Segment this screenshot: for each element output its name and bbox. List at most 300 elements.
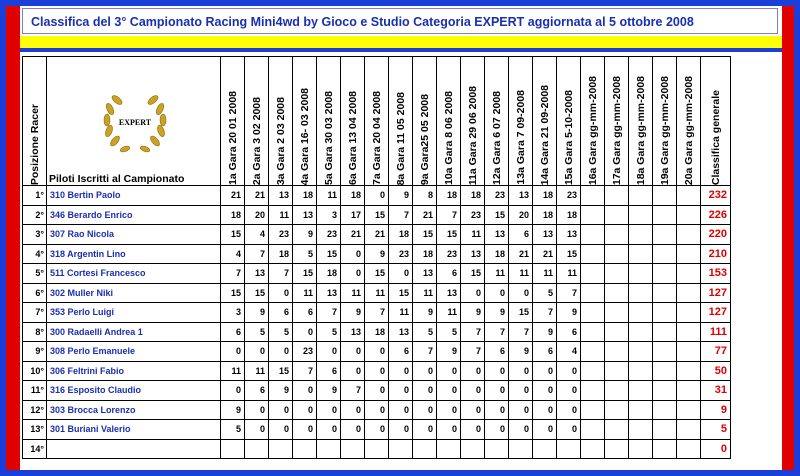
score-cell: 9 xyxy=(509,342,533,362)
score-cell: 11 xyxy=(389,303,413,323)
score-cell: 0 xyxy=(437,361,461,381)
score-cell: 7 xyxy=(461,342,485,362)
score-cell xyxy=(509,439,533,459)
score-cell xyxy=(581,322,605,342)
race-header-label: 20a Gara gg-mm-2008 xyxy=(682,75,695,185)
score-cell: 0 xyxy=(389,420,413,440)
score-cell: 15 xyxy=(485,205,509,225)
total-header xyxy=(701,57,731,186)
score-cell xyxy=(629,400,653,420)
score-cell: 18 xyxy=(365,322,389,342)
score-cell: 23 xyxy=(389,244,413,264)
score-cell: 0 xyxy=(365,342,389,362)
race-header xyxy=(293,57,317,186)
position-cell: 14° xyxy=(23,439,47,459)
score-cell: 13 xyxy=(341,322,365,342)
score-cell: 3 xyxy=(221,303,245,323)
total-cell: 111 xyxy=(701,322,731,342)
score-cell: 18 xyxy=(341,186,365,206)
score-cell: 0 xyxy=(461,400,485,420)
position-cell: 8° xyxy=(23,322,47,342)
position-cell: 13° xyxy=(23,420,47,440)
score-cell: 6 xyxy=(269,303,293,323)
score-cell: 23 xyxy=(461,205,485,225)
score-cell: 0 xyxy=(365,186,389,206)
score-cell: 7 xyxy=(557,283,581,303)
score-cell xyxy=(629,244,653,264)
score-cell xyxy=(629,322,653,342)
score-cell: 0 xyxy=(221,381,245,401)
position-cell: 4° xyxy=(23,244,47,264)
score-cell xyxy=(485,439,509,459)
score-cell: 0 xyxy=(341,244,365,264)
score-cell: 18 xyxy=(461,186,485,206)
total-cell: 31 xyxy=(701,381,731,401)
race-header-label: 7a Gara 20 04 2008 xyxy=(370,91,383,185)
table-row xyxy=(23,400,731,420)
score-cell: 18 xyxy=(533,205,557,225)
score-cell: 9 xyxy=(389,186,413,206)
total-header-label: Classifica generale xyxy=(709,89,722,185)
score-cell xyxy=(677,244,701,264)
race-header xyxy=(221,57,245,186)
score-cell: 0 xyxy=(485,361,509,381)
score-cell: 11 xyxy=(341,283,365,303)
score-cell: 23 xyxy=(317,225,341,245)
score-cell xyxy=(605,439,629,459)
score-cell xyxy=(245,439,269,459)
table-row xyxy=(23,420,731,440)
score-cell: 7 xyxy=(485,322,509,342)
race-header-label: 18a Gara gg-mm-2008 xyxy=(634,75,647,185)
score-cell: 0 xyxy=(389,400,413,420)
score-cell xyxy=(557,439,581,459)
score-cell: 0 xyxy=(293,322,317,342)
score-cell: 6 xyxy=(317,361,341,381)
score-cell xyxy=(629,342,653,362)
score-cell: 9 xyxy=(437,342,461,362)
score-cell: 0 xyxy=(389,381,413,401)
score-cell: 0 xyxy=(341,342,365,362)
position-cell: 7° xyxy=(23,303,47,323)
score-cell: 0 xyxy=(293,400,317,420)
total-cell: 77 xyxy=(701,342,731,362)
race-header xyxy=(605,57,629,186)
score-cell xyxy=(653,420,677,440)
score-cell: 13 xyxy=(269,186,293,206)
score-cell xyxy=(605,303,629,323)
score-cell: 0 xyxy=(413,361,437,381)
race-header xyxy=(413,57,437,186)
score-cell: 15 xyxy=(437,225,461,245)
score-cell: 15 xyxy=(557,244,581,264)
pilot-name-cell: 353 Perlo Luigi xyxy=(47,303,221,323)
position-header xyxy=(23,57,47,186)
score-cell: 7 xyxy=(389,205,413,225)
score-cell: 5 xyxy=(269,322,293,342)
score-cell: 7 xyxy=(437,205,461,225)
score-cell xyxy=(605,225,629,245)
score-cell: 6 xyxy=(509,225,533,245)
score-cell xyxy=(677,283,701,303)
score-cell: 0 xyxy=(389,264,413,284)
score-cell: 0 xyxy=(485,420,509,440)
race-header-label: 3a Gara 2 03 2008 xyxy=(274,96,287,185)
score-cell: 9 xyxy=(461,303,485,323)
score-cell: 0 xyxy=(389,361,413,381)
position-cell: 1° xyxy=(23,186,47,206)
score-cell xyxy=(533,439,557,459)
score-cell xyxy=(629,420,653,440)
position-cell: 9° xyxy=(23,342,47,362)
score-cell: 0 xyxy=(341,400,365,420)
table-row xyxy=(23,381,731,401)
table-row xyxy=(23,439,731,459)
score-cell: 11 xyxy=(365,283,389,303)
pilot-name-cell: 301 Buriani Valerio xyxy=(47,420,221,440)
pilot-name-cell: 308 Perlo Emanuele xyxy=(47,342,221,362)
race-header xyxy=(461,57,485,186)
score-cell: 15 xyxy=(461,264,485,284)
score-cell: 0 xyxy=(533,361,557,381)
score-cell: 7 xyxy=(365,303,389,323)
score-cell: 0 xyxy=(557,400,581,420)
score-cell: 0 xyxy=(365,361,389,381)
right-border xyxy=(782,6,794,470)
race-header xyxy=(629,57,653,186)
race-header-label: 8a Gara 11 05 2008 xyxy=(394,91,407,185)
score-cell: 0 xyxy=(485,283,509,303)
score-cell: 0 xyxy=(245,400,269,420)
race-header-label: 11a Gara 29 06 2008 xyxy=(466,85,479,185)
score-cell: 6 xyxy=(293,303,317,323)
score-cell xyxy=(581,400,605,420)
score-cell: 7 xyxy=(509,322,533,342)
table-row xyxy=(23,244,731,264)
score-cell xyxy=(677,322,701,342)
score-cell xyxy=(677,361,701,381)
score-cell xyxy=(605,264,629,284)
race-header xyxy=(365,57,389,186)
table-row xyxy=(23,322,731,342)
score-cell: 11 xyxy=(533,264,557,284)
race-header xyxy=(245,57,269,186)
score-cell: 11 xyxy=(245,361,269,381)
race-header-label: 14a Gara 21 09-2008 xyxy=(538,84,551,185)
score-cell: 0 xyxy=(293,381,317,401)
score-cell: 18 xyxy=(293,186,317,206)
score-cell xyxy=(341,439,365,459)
score-cell: 4 xyxy=(557,342,581,362)
score-cell: 17 xyxy=(341,205,365,225)
score-cell: 15 xyxy=(293,264,317,284)
score-cell: 0 xyxy=(509,283,533,303)
score-cell: 0 xyxy=(509,400,533,420)
standings-body xyxy=(23,186,731,459)
total-cell: 220 xyxy=(701,225,731,245)
score-cell: 0 xyxy=(365,400,389,420)
score-cell xyxy=(629,225,653,245)
standings-table xyxy=(22,56,731,459)
total-cell: 153 xyxy=(701,264,731,284)
race-header-label: 2a Gara 3 02 2008 xyxy=(250,96,263,185)
score-cell: 18 xyxy=(269,244,293,264)
score-cell xyxy=(629,186,653,206)
table-row xyxy=(23,264,731,284)
score-cell xyxy=(221,439,245,459)
score-cell: 15 xyxy=(221,225,245,245)
score-cell: 0 xyxy=(485,400,509,420)
score-cell: 9 xyxy=(365,244,389,264)
pilots-header-label: Piloti Iscritti al Campionato xyxy=(49,173,185,185)
score-cell: 11 xyxy=(269,205,293,225)
score-cell: 18 xyxy=(221,205,245,225)
total-cell: 9 xyxy=(701,400,731,420)
race-header-label: 17a Gara gg-mm-2008 xyxy=(610,75,623,185)
table-row xyxy=(23,186,731,206)
score-cell: 4 xyxy=(221,244,245,264)
pilot-name-cell: 346 Berardo Enrico xyxy=(47,205,221,225)
score-cell: 0 xyxy=(557,381,581,401)
table-row xyxy=(23,342,731,362)
table-row xyxy=(23,205,731,225)
score-cell: 6 xyxy=(557,322,581,342)
score-cell: 0 xyxy=(317,420,341,440)
score-cell: 6 xyxy=(245,381,269,401)
score-cell: 23 xyxy=(485,186,509,206)
score-cell: 0 xyxy=(221,342,245,362)
score-cell: 6 xyxy=(437,264,461,284)
race-header xyxy=(269,57,293,186)
position-cell: 3° xyxy=(23,225,47,245)
score-cell: 13 xyxy=(557,225,581,245)
score-cell: 11 xyxy=(413,283,437,303)
pilot-name-cell xyxy=(47,439,221,459)
score-cell xyxy=(581,342,605,362)
pilot-name-cell: 300 Radaelli Andrea 1 xyxy=(47,322,221,342)
score-cell xyxy=(629,264,653,284)
score-cell: 23 xyxy=(557,186,581,206)
score-cell: 0 xyxy=(317,342,341,362)
score-cell: 0 xyxy=(413,420,437,440)
score-cell: 0 xyxy=(293,420,317,440)
score-cell: 18 xyxy=(413,244,437,264)
score-cell xyxy=(581,381,605,401)
score-cell xyxy=(581,420,605,440)
score-cell: 5 xyxy=(221,420,245,440)
score-cell: 21 xyxy=(245,186,269,206)
score-cell: 13 xyxy=(245,264,269,284)
score-cell xyxy=(581,303,605,323)
score-cell: 15 xyxy=(269,361,293,381)
race-header-label: 4a Gara 16- 03 2008 xyxy=(298,87,311,185)
score-cell: 7 xyxy=(245,244,269,264)
score-cell: 15 xyxy=(509,303,533,323)
race-header-label: 9a Gara25 05 2008 xyxy=(418,93,431,185)
score-cell: 0 xyxy=(437,381,461,401)
score-cell: 7 xyxy=(269,264,293,284)
race-header xyxy=(581,57,605,186)
score-cell xyxy=(653,342,677,362)
score-cell xyxy=(461,439,485,459)
score-cell xyxy=(581,264,605,284)
score-cell xyxy=(677,400,701,420)
pilot-name-cell: 302 Muller Niki xyxy=(47,283,221,303)
score-cell xyxy=(677,264,701,284)
score-cell: 13 xyxy=(389,322,413,342)
pilot-name-cell: 316 Esposito Claudio xyxy=(47,381,221,401)
race-header xyxy=(341,57,365,186)
score-cell: 15 xyxy=(413,225,437,245)
score-cell: 13 xyxy=(293,205,317,225)
race-header-label: 6a Gara 13 04 2008 xyxy=(346,91,359,185)
score-cell: 0 xyxy=(269,420,293,440)
score-cell xyxy=(677,186,701,206)
pilot-name-cell: 318 Argentin Lino xyxy=(47,244,221,264)
score-cell: 9 xyxy=(341,303,365,323)
score-cell: 13 xyxy=(461,244,485,264)
score-cell xyxy=(581,186,605,206)
score-cell: 11 xyxy=(485,264,509,284)
score-cell: 15 xyxy=(365,264,389,284)
score-cell: 7 xyxy=(317,303,341,323)
score-cell: 18 xyxy=(317,264,341,284)
blue-divider xyxy=(20,48,782,52)
score-cell: 0 xyxy=(437,420,461,440)
score-cell xyxy=(605,244,629,264)
score-cell: 11 xyxy=(509,264,533,284)
total-cell: 0 xyxy=(701,439,731,459)
score-cell: 18 xyxy=(437,186,461,206)
score-cell: 0 xyxy=(365,381,389,401)
pilot-name-cell: 303 Brocca Lorenzo xyxy=(47,400,221,420)
score-cell xyxy=(581,361,605,381)
score-cell: 6 xyxy=(221,322,245,342)
score-cell: 23 xyxy=(293,342,317,362)
score-cell: 4 xyxy=(245,225,269,245)
position-cell: 6° xyxy=(23,283,47,303)
score-cell: 13 xyxy=(437,283,461,303)
score-cell: 0 xyxy=(509,420,533,440)
score-cell: 0 xyxy=(485,381,509,401)
score-cell: 0 xyxy=(269,400,293,420)
score-cell: 6 xyxy=(533,342,557,362)
score-cell xyxy=(677,342,701,362)
score-cell: 13 xyxy=(485,225,509,245)
score-cell: 9 xyxy=(317,381,341,401)
score-cell: 0 xyxy=(341,420,365,440)
score-cell: 13 xyxy=(413,264,437,284)
score-cell xyxy=(413,439,437,459)
score-cell: 18 xyxy=(485,244,509,264)
pilot-name-cell: 306 Feltrini Fabio xyxy=(47,361,221,381)
score-cell: 11 xyxy=(317,186,341,206)
score-cell: 18 xyxy=(533,186,557,206)
laurel-wreath-icon xyxy=(95,89,175,159)
total-cell: 232 xyxy=(701,186,731,206)
score-cell: 21 xyxy=(533,244,557,264)
standings-panel xyxy=(20,6,782,470)
pilots-header xyxy=(47,57,221,186)
race-header-label: 1a Gara 20 01 2008 xyxy=(226,91,239,185)
score-cell xyxy=(629,439,653,459)
score-cell: 5 xyxy=(293,244,317,264)
score-cell xyxy=(653,225,677,245)
score-cell xyxy=(653,400,677,420)
score-cell xyxy=(293,439,317,459)
score-cell: 0 xyxy=(461,361,485,381)
score-cell: 3 xyxy=(317,205,341,225)
yellow-band xyxy=(20,36,782,48)
score-cell: 20 xyxy=(245,205,269,225)
score-cell xyxy=(629,361,653,381)
table-row xyxy=(23,225,731,245)
pilot-name-cell: 511 Cortesi Francesco xyxy=(47,264,221,284)
score-cell: 15 xyxy=(245,283,269,303)
score-cell: 0 xyxy=(269,283,293,303)
score-cell: 0 xyxy=(509,381,533,401)
score-cell xyxy=(653,264,677,284)
score-cell xyxy=(653,205,677,225)
total-cell: 50 xyxy=(701,361,731,381)
score-cell xyxy=(653,186,677,206)
race-header xyxy=(389,57,413,186)
position-cell: 10° xyxy=(23,361,47,381)
score-cell: 9 xyxy=(557,303,581,323)
race-header-label: 13a Gara 7 09-2008 xyxy=(514,90,527,185)
race-header xyxy=(533,57,557,186)
score-cell: 18 xyxy=(557,205,581,225)
score-cell xyxy=(605,400,629,420)
score-cell: 7 xyxy=(533,303,557,323)
score-cell: 15 xyxy=(317,244,341,264)
race-header xyxy=(485,57,509,186)
position-cell: 5° xyxy=(23,264,47,284)
race-header xyxy=(317,57,341,186)
position-cell: 2° xyxy=(23,205,47,225)
score-cell: 9 xyxy=(269,381,293,401)
score-cell xyxy=(581,283,605,303)
score-cell xyxy=(605,322,629,342)
score-cell: 7 xyxy=(461,322,485,342)
score-cell xyxy=(629,381,653,401)
score-cell: 9 xyxy=(413,303,437,323)
score-cell: 18 xyxy=(389,225,413,245)
score-cell xyxy=(581,439,605,459)
score-cell: 6 xyxy=(389,342,413,362)
score-cell: 15 xyxy=(365,205,389,225)
score-cell: 5 xyxy=(533,283,557,303)
pilot-name-cell: 307 Rao Nicola xyxy=(47,225,221,245)
score-cell: 0 xyxy=(245,420,269,440)
race-header xyxy=(653,57,677,186)
score-cell: 8 xyxy=(413,186,437,206)
score-cell: 21 xyxy=(509,244,533,264)
score-cell xyxy=(437,439,461,459)
score-cell: 7 xyxy=(293,361,317,381)
score-cell xyxy=(389,439,413,459)
score-cell xyxy=(581,225,605,245)
total-cell: 5 xyxy=(701,420,731,440)
score-cell xyxy=(605,205,629,225)
pilot-name-cell: 310 Bertin Paolo xyxy=(47,186,221,206)
score-cell: 0 xyxy=(461,381,485,401)
score-cell xyxy=(653,283,677,303)
score-cell: 9 xyxy=(221,400,245,420)
race-header xyxy=(437,57,461,186)
score-cell: 0 xyxy=(509,361,533,381)
score-cell xyxy=(653,361,677,381)
